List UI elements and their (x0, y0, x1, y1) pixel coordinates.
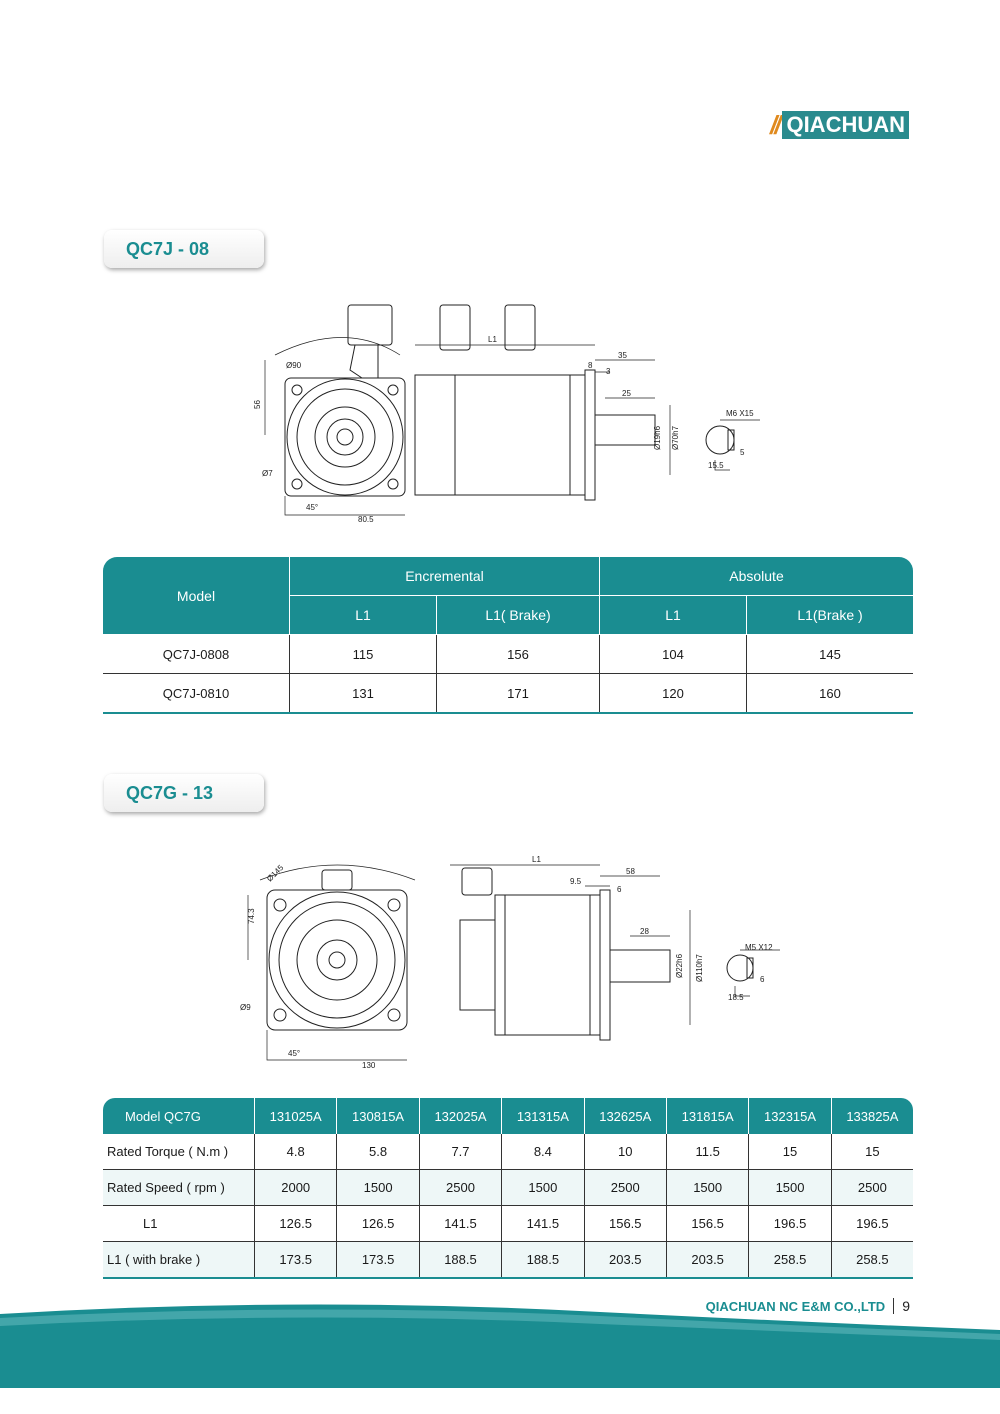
logo-stripes: // (770, 109, 779, 140)
svg-text:Ø90: Ø90 (286, 361, 302, 370)
table-row: QC7J-0808 115 156 104 145 (103, 635, 913, 674)
column-header: 132315A (749, 1098, 831, 1134)
table-row: L1 126.5 126.5 141.5 141.5 156.5 156.5 196.5 196.5 (103, 1206, 913, 1242)
svg-text:6: 6 (760, 975, 765, 984)
svg-text:Ø9: Ø9 (240, 1003, 251, 1012)
svg-text:45°: 45° (288, 1049, 301, 1058)
column-header: 131315A (502, 1098, 584, 1134)
column-header: 131815A (666, 1098, 748, 1134)
svg-text:15.5: 15.5 (708, 461, 724, 470)
footer-wave (0, 1300, 1000, 1414)
shaft-key-section (727, 955, 753, 981)
svg-text:45°: 45° (306, 503, 319, 512)
section-title-qc7j-08: QC7J - 08 (104, 230, 264, 268)
front-flange-outline (285, 378, 405, 496)
dim-label: L1 (488, 335, 497, 344)
column-header: 130815A (337, 1098, 419, 1134)
logo-text: QIACHUAN (782, 111, 909, 139)
svg-text:L1: L1 (532, 855, 541, 864)
model-header: Model QC7G (103, 1098, 255, 1134)
svg-text:6: 6 (617, 885, 622, 894)
qc7g-spec-table (103, 1098, 913, 1279)
svg-text:18.5: 18.5 (728, 993, 744, 1002)
model-header: Model (103, 557, 290, 635)
svg-text:Ø7: Ø7 (262, 469, 273, 478)
front-flange-outline (267, 890, 407, 1030)
footer (706, 1298, 910, 1314)
svg-text:56: 56 (253, 400, 262, 409)
company-name: QIACHUAN NC E&M CO.,LTD (705, 1298, 886, 1314)
table-row: Rated Torque ( N.m ) 4.8 5.8 7.7 8.4 10 11.5 15 15 (103, 1134, 913, 1170)
column-header: 132025A (419, 1098, 501, 1134)
column-header: 132625A (584, 1098, 666, 1134)
svg-text:80.5: 80.5 (358, 515, 374, 524)
svg-text:Ø22h6: Ø22h6 (675, 953, 684, 978)
sub-header: L1( Brake) (437, 596, 600, 635)
svg-text:9.5: 9.5 (570, 877, 582, 886)
svg-text:M5 X12: M5 X12 (745, 943, 773, 952)
side-shaft (595, 415, 655, 445)
page-number: 9 (902, 1298, 910, 1314)
svg-text:8: 8 (588, 361, 593, 370)
front-connector (348, 305, 392, 345)
column-header: 133825A (831, 1098, 913, 1134)
svg-text:M6 X15: M6 X15 (726, 409, 754, 418)
encremental-header: Encremental (290, 557, 600, 596)
front-connector (322, 870, 352, 890)
qc7j-08-technical-drawing (250, 300, 770, 530)
sub-header: L1(Brake ) (747, 596, 914, 635)
table-row: QC7J-0810 131 171 120 160 (103, 674, 913, 714)
svg-text:Ø110h7: Ø110h7 (695, 954, 704, 982)
svg-text:58: 58 (626, 867, 635, 876)
front-housing-circle (287, 379, 403, 495)
side-shaft (610, 950, 670, 982)
sub-header: L1 (600, 596, 747, 635)
svg-text:35: 35 (618, 351, 627, 360)
absolute-header: Absolute (600, 557, 914, 596)
svg-text:5: 5 (740, 448, 745, 457)
svg-text:130: 130 (362, 1061, 376, 1070)
section-title-qc7g-13: QC7G - 13 (104, 774, 264, 812)
svg-text:25: 25 (622, 389, 631, 398)
svg-text:Ø70h7: Ø70h7 (671, 425, 680, 450)
side-body-outline (415, 375, 585, 495)
qc7j-dimension-table (103, 557, 913, 714)
sub-header: L1 (290, 596, 437, 635)
svg-text:3: 3 (606, 367, 611, 376)
table-row: Rated Speed ( rpm ) 2000 1500 2500 1500 2500 1500 1500 2500 (103, 1170, 913, 1206)
front-housing-circle (269, 892, 405, 1028)
table-row: L1 ( with brake ) 173.5 173.5 188.5 188.5 203.5 203.5 258.5 258.5 (103, 1242, 913, 1279)
svg-text:28: 28 (640, 927, 649, 936)
footer-divider (893, 1298, 894, 1314)
side-body-outline (495, 895, 600, 1035)
svg-text:74.3: 74.3 (247, 908, 256, 924)
svg-text:Ø19h6: Ø19h6 (653, 425, 662, 450)
qc7g-13-technical-drawing (240, 850, 780, 1075)
svg-text:Ø145: Ø145 (265, 863, 286, 884)
column-header: 131025A (255, 1098, 337, 1134)
brand-logo (770, 109, 909, 140)
